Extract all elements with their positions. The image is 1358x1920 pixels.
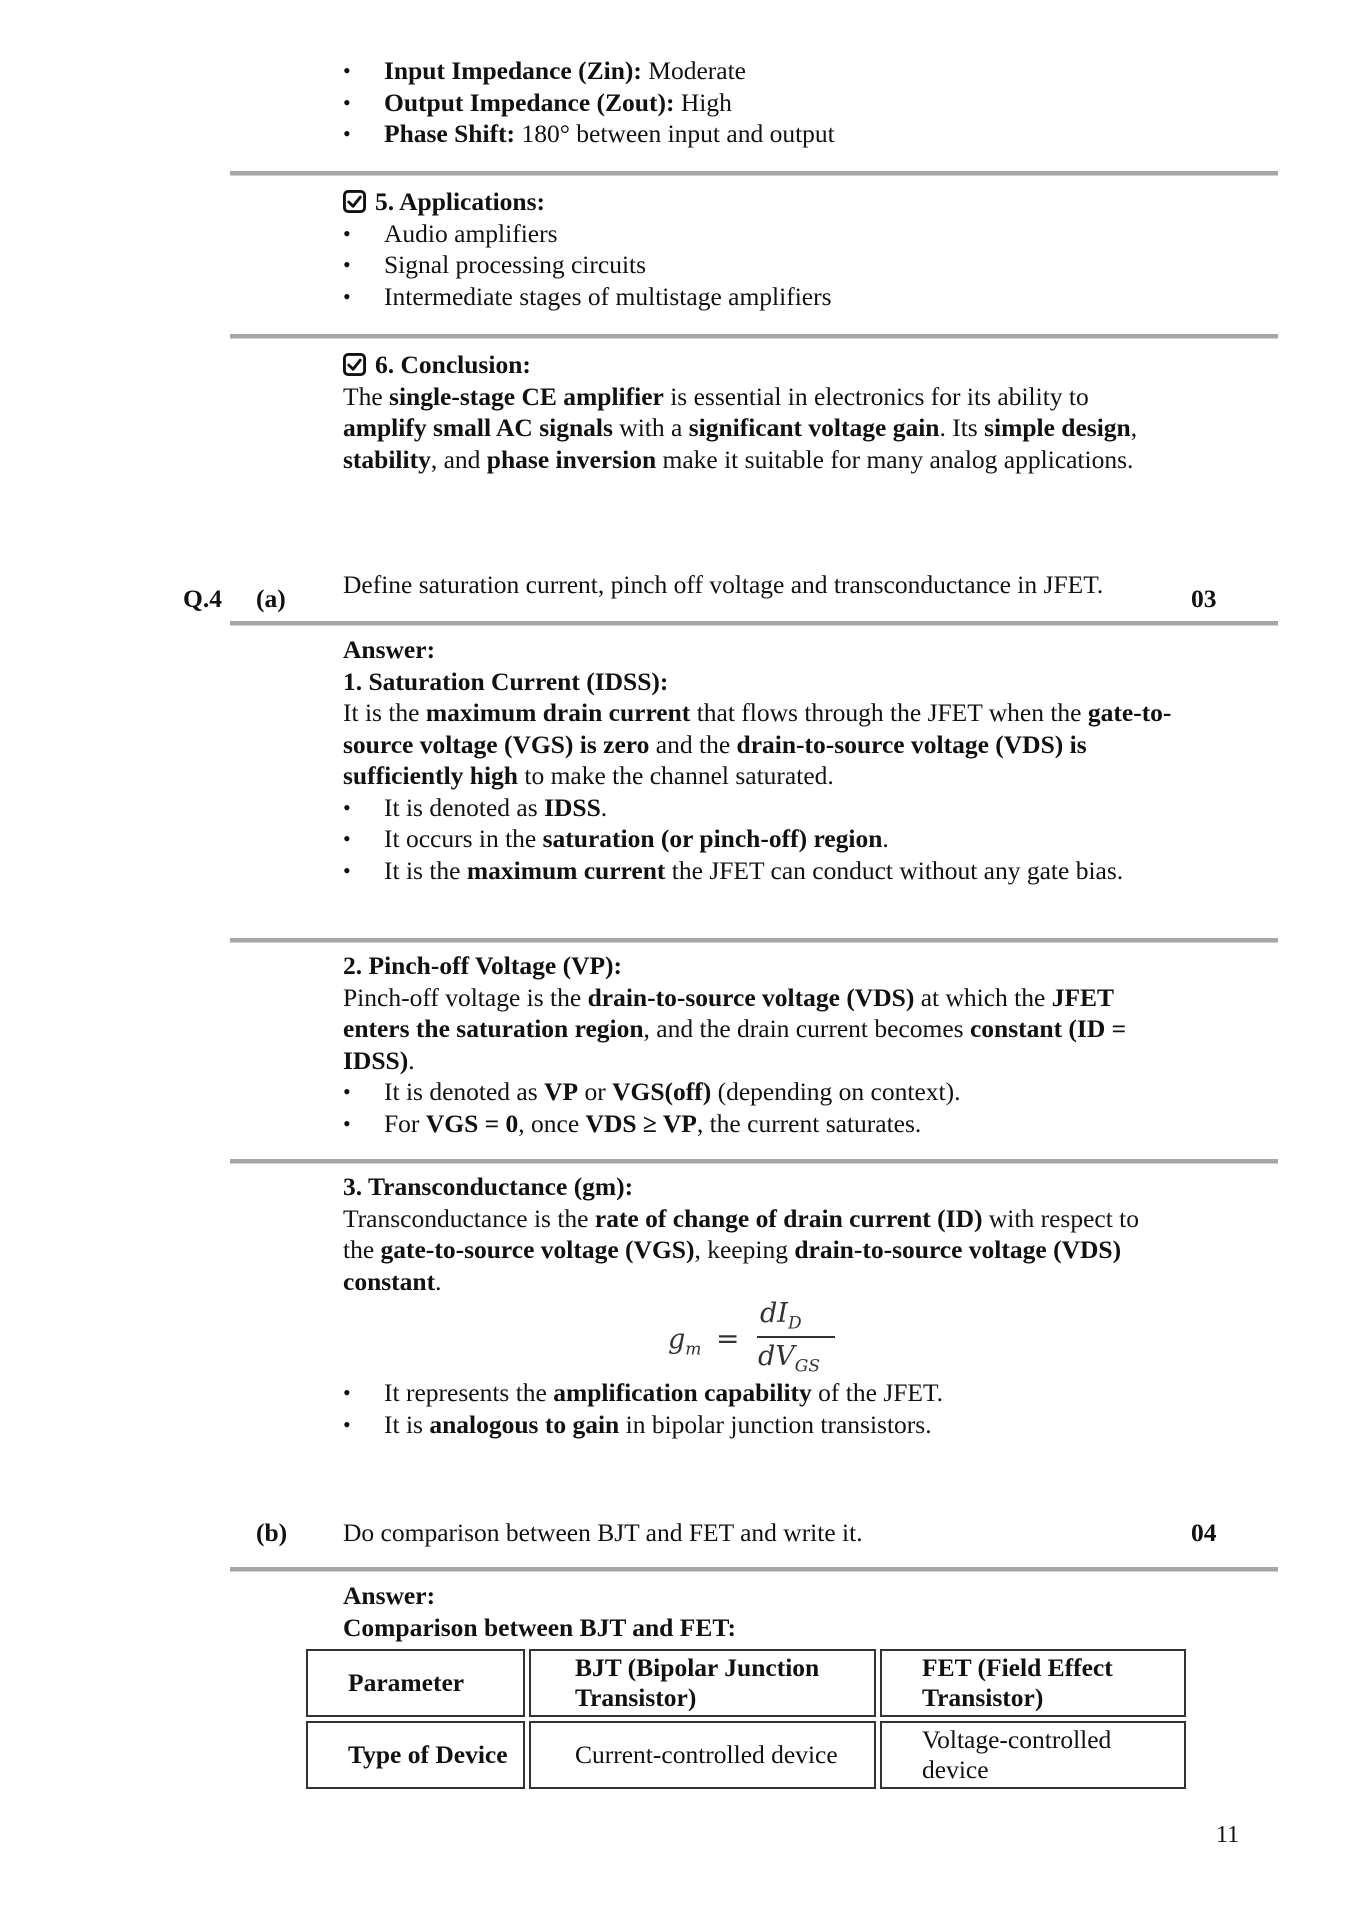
- transconductance-heading: 3. Transconductance (gm):: [343, 1172, 634, 1201]
- list-item: • Output Impedance (Zout): High: [343, 87, 1203, 119]
- text: It is denoted as: [384, 792, 545, 822]
- bold-text: JFET enters the saturation region: [343, 982, 1114, 1043]
- checkbox-checked-icon: [343, 353, 366, 376]
- comparison-intro: [343, 1580, 1203, 1643]
- table-cell: Voltage-controlled device: [880, 1721, 1186, 1789]
- list-item: • Audio amplifiers: [343, 218, 1203, 250]
- text: , and the drain current becomes: [643, 1014, 970, 1043]
- text: with respect to the: [343, 1203, 1139, 1264]
- part-b-label: (b): [256, 1518, 288, 1547]
- comparison-table: [302, 1645, 1190, 1793]
- section-divider: [230, 938, 1278, 943]
- saturation-current-paragraph: [343, 697, 1173, 792]
- bold-text: drain-to-source voltage (VDS): [587, 982, 915, 1012]
- list-item: • Intermediate stages of multistage amplifiers: [343, 281, 1203, 313]
- list-item: [343, 792, 1173, 824]
- text: to make the channel saturated.: [517, 761, 834, 790]
- pinch-off-voltage-section: [343, 950, 1173, 1139]
- saturation-current-section: [343, 634, 1173, 886]
- text: that flows through the JFET when the: [690, 698, 1088, 727]
- part-a-question: Define saturation current, pinch off voltage and transconductance in JFET.: [343, 570, 1104, 599]
- saturation-current-heading: 1. Saturation Current (IDSS):: [343, 666, 669, 696]
- list-item: • Input Impedance (Zin): Moderate: [343, 55, 1203, 87]
- text: . Its: [939, 413, 985, 442]
- conclusion-heading: 6. Conclusion:: [343, 349, 1173, 381]
- text: .: [882, 824, 889, 853]
- pinch-off-voltage-paragraph: [343, 982, 1173, 1077]
- transconductance-list: [343, 1377, 1173, 1440]
- text: ,: [1130, 413, 1138, 442]
- transconductance-notes: [343, 1377, 1173, 1440]
- part-a-marks: 03: [1191, 584, 1217, 613]
- text: (depending on context).: [711, 1077, 961, 1106]
- text: It is: [384, 1409, 430, 1439]
- text: of the JFET.: [811, 1378, 944, 1407]
- applications-list: [343, 218, 1203, 313]
- bold-text: maximum current: [466, 855, 666, 885]
- bold-text: IDSS: [544, 792, 601, 822]
- bold-text: drain-to-source voltage (VDS) constant: [343, 1235, 1122, 1296]
- bold-text: gate-to-source voltage (VGS) is zero: [343, 698, 1172, 759]
- text: the JFET can conduct without any gate bias.: [665, 855, 1124, 885]
- list-item: • Phase Shift: 180° between input and output: [343, 118, 1203, 150]
- text: .: [435, 1266, 442, 1296]
- bold-text: phase inversion: [486, 444, 657, 474]
- text: It is denoted as: [384, 1077, 545, 1106]
- section-divider: [230, 334, 1278, 339]
- table-cell: Type of Device: [306, 1721, 525, 1789]
- text: .: [408, 1045, 415, 1075]
- list-item: [343, 823, 1173, 855]
- text: is essential in electronics for its ability to: [663, 381, 1089, 411]
- text: , once: [518, 1108, 586, 1138]
- applications-heading: 5. Applications:: [343, 186, 1203, 218]
- text: , and: [430, 444, 487, 474]
- bold-text: rate of change of drain current (ID): [594, 1203, 983, 1233]
- section-divider: [230, 171, 1278, 176]
- text: It occurs in the: [384, 824, 543, 853]
- transconductance-formula: $g_m$ = $dI_D$ $dV_{GS}$: [668, 1300, 838, 1380]
- part-b-question: Do comparison between BJT and FET and write it.: [343, 1518, 863, 1547]
- bold-text: amplify small AC signals: [343, 413, 613, 442]
- text: The: [343, 381, 390, 411]
- bold-text: gate-to-source voltage (VGS): [380, 1235, 695, 1264]
- pinch-off-voltage-heading: 2. Pinch-off Voltage (VP):: [343, 951, 623, 980]
- table-header-cell: BJT (Bipolar Junction Transistor): [529, 1649, 876, 1717]
- list-item: [343, 855, 1173, 887]
- characteristics-list: [343, 55, 1203, 150]
- text: It represents the: [384, 1378, 554, 1407]
- checkbox-checked-icon: [343, 190, 366, 213]
- table-row: [306, 1721, 1186, 1789]
- bold-text: simple design: [984, 413, 1131, 442]
- part-a-label: (a): [256, 584, 286, 613]
- bold-text: drain-to-source voltage (VDS) is sufficiently high: [343, 729, 1087, 790]
- table-cell: Current-controlled device: [529, 1721, 876, 1789]
- table-header-cell: Parameter: [306, 1649, 525, 1717]
- text: , keeping: [694, 1235, 795, 1264]
- bold-text: amplification capability: [553, 1378, 812, 1407]
- text: make it suitable for many analog applications.: [656, 444, 1134, 474]
- table-header-row: [306, 1649, 1186, 1717]
- table-header-cell: FET (Field Effect Transistor): [880, 1649, 1186, 1717]
- text: Pinch-off voltage is the: [343, 982, 588, 1012]
- bold-text: analogous to gain: [429, 1409, 620, 1439]
- text: at which the: [914, 982, 1052, 1012]
- bold-text: constant (ID = IDSS): [343, 1014, 1127, 1075]
- text: with a: [612, 413, 689, 442]
- fraction-bar: [757, 1336, 835, 1338]
- bold-text: stability: [343, 444, 431, 474]
- list-item: • Signal processing circuits: [343, 249, 1203, 281]
- page-number: 11: [1216, 1822, 1240, 1848]
- conclusion-section: [343, 349, 1173, 475]
- bold-text: maximum drain current: [425, 698, 691, 727]
- comparison-table-title: Comparison between BJT and FET:: [343, 1612, 736, 1642]
- saturation-current-list: [343, 792, 1173, 887]
- list-item: [343, 1409, 1173, 1441]
- text: It is the: [343, 698, 426, 727]
- question-number: Q.4: [183, 584, 222, 613]
- text: and the: [649, 729, 737, 759]
- bold-text: saturation (or pinch-off) region: [542, 824, 883, 853]
- text: It is the: [384, 855, 467, 885]
- text: For: [384, 1108, 426, 1138]
- section-divider: [230, 1567, 1278, 1572]
- characteristics-list-section: [343, 55, 1203, 150]
- section-divider: [230, 1159, 1278, 1164]
- answer-label: Answer:: [343, 635, 436, 664]
- text: or: [578, 1077, 613, 1106]
- text: .: [600, 792, 608, 822]
- bold-text: single-stage CE amplifier: [389, 381, 664, 411]
- bold-text: VDS ≥ VP: [585, 1108, 697, 1138]
- transconductance-section: [343, 1171, 1173, 1297]
- bold-text: VP: [544, 1077, 579, 1106]
- bold-text: significant voltage gain: [688, 413, 940, 442]
- list-item: [343, 1377, 1173, 1409]
- transconductance-paragraph: [343, 1203, 1173, 1298]
- list-item: [343, 1108, 1173, 1140]
- bold-text: VGS(off): [612, 1077, 712, 1106]
- answer-label: Answer:: [343, 1581, 436, 1610]
- bold-text: VGS = 0: [425, 1108, 519, 1138]
- list-item: [343, 1076, 1173, 1108]
- section-divider: [230, 621, 1278, 626]
- text: Transconductance is the: [343, 1203, 595, 1233]
- pinch-off-voltage-list: [343, 1076, 1173, 1139]
- conclusion-paragraph: [343, 381, 1173, 476]
- part-b-marks: 04: [1191, 1518, 1217, 1547]
- applications-section: [343, 186, 1203, 312]
- text: , the current saturates.: [696, 1108, 922, 1138]
- text: in bipolar junction transistors.: [619, 1409, 932, 1439]
